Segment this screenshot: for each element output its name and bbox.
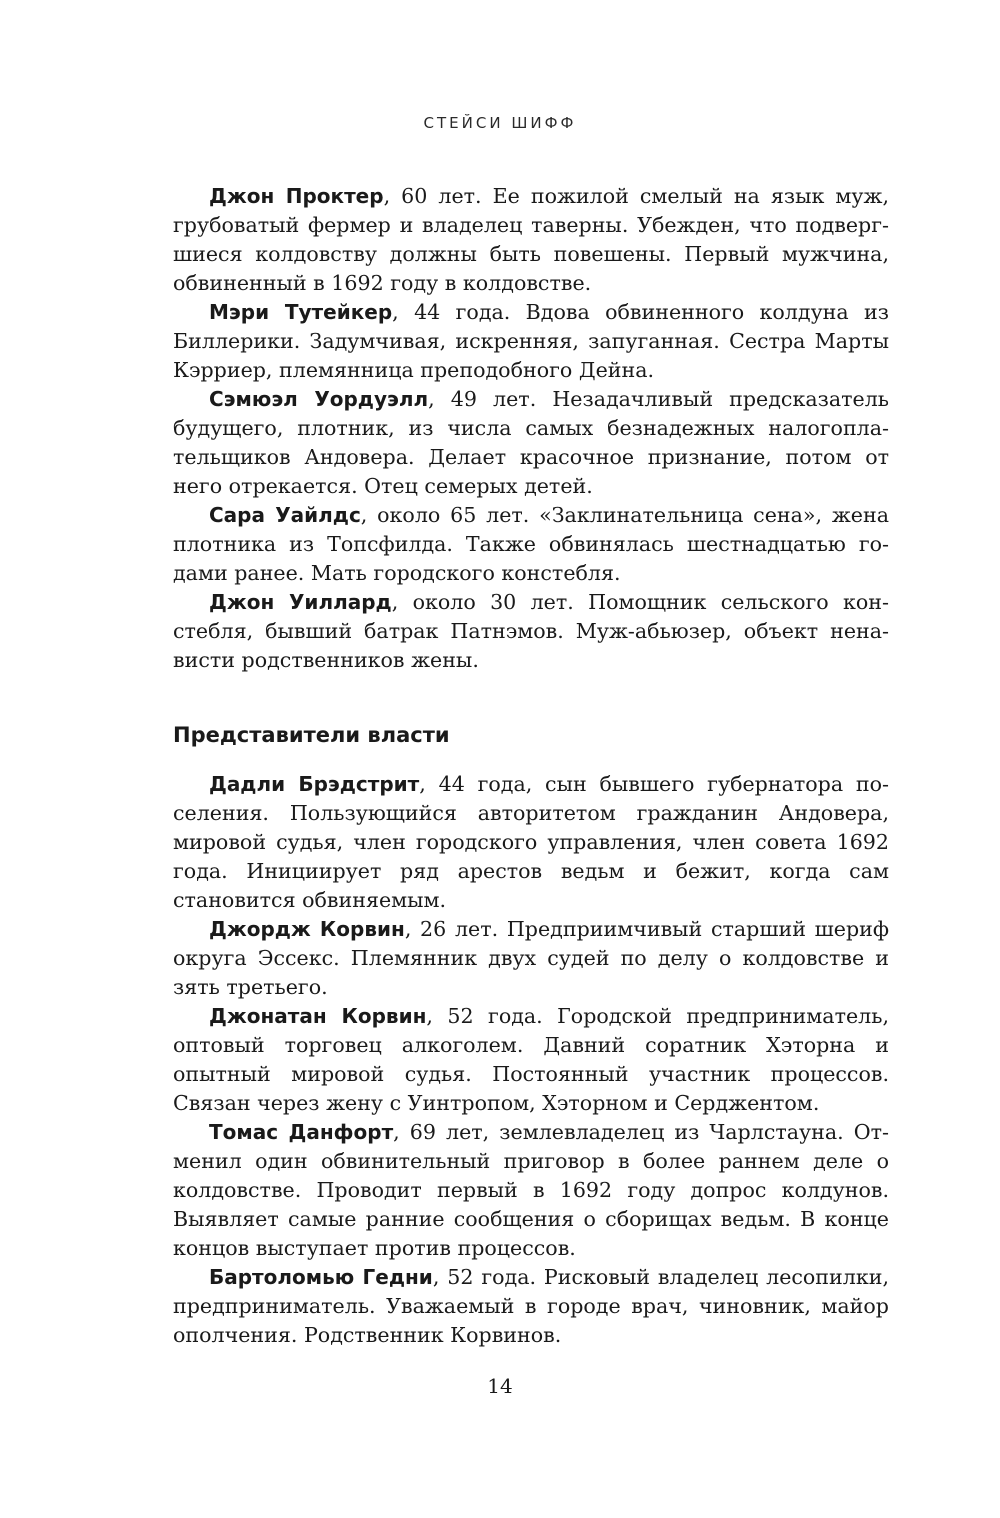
entry-bartholomew-gedney (173, 1263, 889, 1350)
entry-jonathan-corwin (173, 1002, 889, 1118)
entry-john-proctor (173, 182, 889, 298)
entry-text: , 69 лет, землевладелец из Чарлстауна. Отменил один обвинительный приговор в более раннем деле о колдовстве. Проводит первый в 1692 году допрос колдунов. Выявляет самые ранние сообщения о сборищах ведьм. В конце концов выступает против процессов. (173, 1120, 889, 1260)
entry-name: Джордж Корвин (209, 917, 405, 941)
entry-text: , 26 лет. Предприимчивый старший шериф округа Эссекс. Племянник двух судей по делу о колдовстве и зять третьего. (173, 917, 889, 999)
entry-text: , около 30 лет. Помощник сельского констебля, бывший батрак Патнэмов. Муж-абьюзер, объект ненависти родственников жены. (173, 590, 889, 672)
entry-name: Мэри Тутейкер (209, 300, 393, 324)
entry-name: Бартоломью Гедни (209, 1265, 433, 1289)
entry-dudley-bradstreet (173, 770, 889, 915)
entry-name: Сара Уайлдс (209, 503, 361, 527)
entry-name: Джонатан Корвин (209, 1004, 427, 1028)
entry-sarah-wildes (173, 501, 889, 588)
entry-mary-toothaker (173, 298, 889, 385)
running-head: СТЕЙСИ ШИФФ (423, 114, 577, 132)
entry-name: Дадли Брэдстрит (209, 772, 420, 796)
entry-text: , 52 года. Рисковый владелец лесопилки, предприниматель. Уважаемый в городе врач, чиновник, майор ополчения. Родственник Корвинов. (173, 1265, 889, 1347)
entry-text: , 44 года, сын бывшего губернатора поселения. Пользующийся авторитетом гражданин Андовера, мировой судья, член городского управления, член совета 1692 года. Инициирует ряд арестов ведьм и бежит, когда сам становится обвиняемым. (173, 772, 889, 912)
entry-text: , 60 лет. Ее пожилой смелый на язык муж, грубоватый фермер и владелец таверны. Убежден, что подвергшиеся колдовству должны быть повешены. Первый мужчина, обвиненный в 1692 году в колдовстве. (173, 184, 889, 295)
entry-samuel-wardwell (173, 385, 889, 501)
entry-name: Джон Проктер (209, 184, 384, 208)
entry-name: Томас Данфорт (209, 1120, 394, 1144)
entry-thomas-danforth (173, 1118, 889, 1263)
entry-name: Джон Уиллард (209, 590, 392, 614)
entry-text: , 49 лет. Незадачливый предсказатель будущего, плотник, из числа самых безнадежных налогоплательщиков Андовера. Делает красочное признание, потом от него отрекается. Отец семерых детей. (173, 387, 889, 498)
entry-text: , около 65 лет. «Заклинательница сена», жена плотника из Топсфилда. Также обвинялась шестнадцатью годами ранее. Мать городского констебля. (173, 503, 889, 585)
entry-name: Сэмюэл Уордуэлл (209, 387, 429, 411)
entry-george-corwin (173, 915, 889, 1002)
page-number: 14 (487, 1374, 513, 1398)
page-body (173, 182, 889, 1350)
section-title: Представители власти (173, 723, 450, 747)
entry-john-willard (173, 588, 889, 675)
entry-text: , 44 года. Вдова обвиненного колдуна из Биллерики. Задумчивая, искренняя, запуганная. Сестра Марты Кэрриер, племянница преподобного Дейна. (173, 300, 890, 382)
entry-text: , 52 года. Городской предприниматель, оптовый торговец алкоголем. Давний соратник Хэторна и опытный мировой судья. Постоянный участник процессов. Связан через жену с Уинтропом, Хэторном и Серджентом. (173, 1004, 890, 1115)
